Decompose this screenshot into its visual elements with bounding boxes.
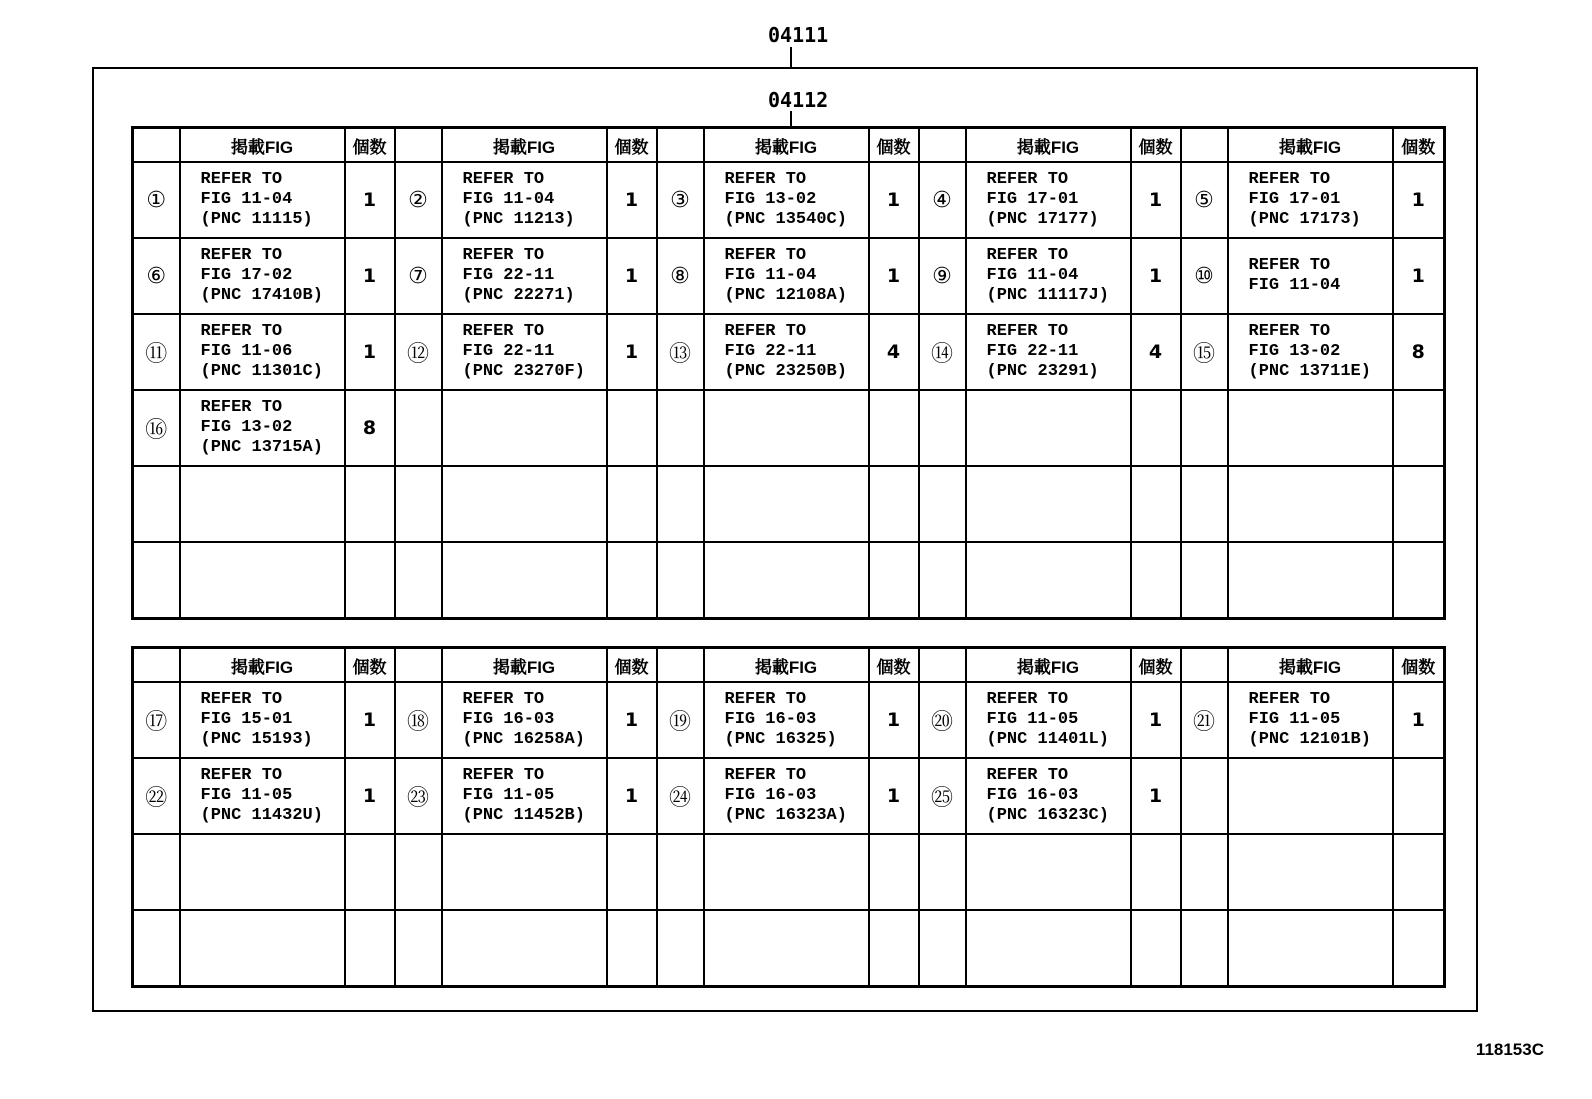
item-quantity: 1: [345, 162, 395, 238]
fig-reference-line: (PNC 11452B): [462, 806, 585, 825]
header-qty: 個数: [1393, 648, 1445, 683]
table-row: [133, 910, 1445, 987]
item-number: ②: [395, 162, 442, 238]
fig-reference: [704, 466, 869, 542]
item-quantity: [345, 910, 395, 987]
fig-reference-line: FIG 16-03: [724, 710, 817, 729]
fig-reference: [180, 542, 345, 619]
header-number-cell: [395, 648, 442, 683]
fig-reference-line: REFER TO: [200, 246, 283, 265]
fig-reference: [442, 238, 607, 314]
fig-reference: [1228, 834, 1393, 910]
fig-reference: [966, 542, 1131, 619]
fig-reference-line: REFER TO: [724, 766, 807, 785]
fig-reference-line: (PNC 17177): [986, 210, 1099, 229]
fig-reference-line: REFER TO: [462, 690, 545, 709]
item-quantity: 1: [869, 758, 919, 834]
fig-reference-line: FIG 11-04: [1248, 276, 1341, 295]
header-qty: 個数: [1131, 648, 1181, 683]
table-row: [133, 162, 1445, 238]
table-row: [133, 390, 1445, 466]
fig-reference-line: (PNC 13540C): [724, 210, 847, 229]
fig-reference-line: (PNC 12101B): [1248, 730, 1371, 749]
header-number-cell: [395, 128, 442, 163]
item-quantity: 4: [869, 314, 919, 390]
item-quantity: 1: [1131, 758, 1181, 834]
item-number: ㉔: [657, 758, 704, 834]
fig-reference: [704, 682, 869, 758]
fig-reference-line: (PNC 12108A): [724, 286, 847, 305]
fig-reference: [966, 238, 1131, 314]
figure-code: 118153C: [1475, 1040, 1544, 1059]
item-number: [919, 910, 966, 987]
item-quantity: 1: [345, 314, 395, 390]
item-number: [395, 466, 442, 542]
fig-reference-line: FIG 13-02: [1248, 342, 1341, 361]
fig-reference: [180, 910, 345, 987]
fig-reference: [704, 314, 869, 390]
fig-reference-line: REFER TO: [200, 170, 283, 189]
item-number: ⑥: [133, 238, 180, 314]
item-quantity: [345, 834, 395, 910]
item-quantity: [1393, 542, 1445, 619]
fig-reference: [442, 834, 607, 910]
item-number: ⑬: [657, 314, 704, 390]
item-quantity: [869, 910, 919, 987]
fig-reference: [442, 314, 607, 390]
item-quantity: [1393, 834, 1445, 910]
item-number: [919, 542, 966, 619]
item-quantity: [345, 466, 395, 542]
fig-reference: [704, 542, 869, 619]
header-fig: 掲載FIG: [1228, 648, 1393, 683]
header-number-cell: [1181, 648, 1228, 683]
item-number: [133, 466, 180, 542]
item-quantity: 1: [1131, 162, 1181, 238]
fig-reference: [1228, 390, 1393, 466]
item-number: [1181, 758, 1228, 834]
table-row: [133, 834, 1445, 910]
fig-reference-line: REFER TO: [724, 170, 807, 189]
fig-reference-line: FIG 11-06: [200, 342, 293, 361]
header-fig: 掲載FIG: [966, 128, 1131, 163]
item-number: [395, 542, 442, 619]
item-number: ⑤: [1181, 162, 1228, 238]
item-quantity: [1131, 542, 1181, 619]
header-number-cell: [657, 128, 704, 163]
item-quantity: [1131, 910, 1181, 987]
fig-reference-line: (PNC 11213): [462, 210, 575, 229]
fig-reference: [966, 390, 1131, 466]
header-number-cell: [919, 128, 966, 163]
item-quantity: 4: [1131, 314, 1181, 390]
fig-reference-line: (PNC 11301C): [200, 362, 323, 381]
fig-reference-line: FIG 11-05: [1248, 710, 1341, 729]
fig-reference-line: REFER TO: [986, 766, 1069, 785]
fig-reference-line: FIG 22-11: [986, 342, 1079, 361]
header-qty: 個数: [1131, 128, 1181, 163]
fig-reference-line: REFER TO: [462, 170, 545, 189]
fig-reference: [704, 238, 869, 314]
fig-reference-line: FIG 16-03: [462, 710, 555, 729]
header-number-cell: [133, 128, 180, 163]
item-number: ㉕: [919, 758, 966, 834]
fig-reference-line: REFER TO: [200, 322, 283, 341]
item-quantity: [1131, 834, 1181, 910]
item-quantity: [607, 390, 657, 466]
item-number: ③: [657, 162, 704, 238]
header-qty: 個数: [607, 128, 657, 163]
assembly-label-inner: 04112: [768, 88, 829, 112]
header-number-cell: [1181, 128, 1228, 163]
fig-reference-line: REFER TO: [986, 170, 1069, 189]
item-number: ⑲: [657, 682, 704, 758]
header-fig: 掲載FIG: [1228, 128, 1393, 163]
header-number-cell: [133, 648, 180, 683]
item-number: ㉒: [133, 758, 180, 834]
fig-reference-line: FIG 16-03: [986, 786, 1079, 805]
fig-reference-line: FIG 15-01: [200, 710, 293, 729]
fig-reference-line: REFER TO: [986, 246, 1069, 265]
item-number: [657, 910, 704, 987]
fig-reference: [966, 758, 1131, 834]
header-qty: 個数: [1393, 128, 1445, 163]
header-qty: 個数: [869, 128, 919, 163]
item-quantity: [1393, 390, 1445, 466]
fig-reference: [180, 758, 345, 834]
header-fig: 掲載FIG: [704, 648, 869, 683]
item-quantity: 1: [607, 162, 657, 238]
item-number: ⑳: [919, 682, 966, 758]
fig-reference-line: FIG 17-01: [1248, 190, 1341, 209]
fig-reference-line: FIG 22-11: [462, 342, 555, 361]
fig-reference: [1228, 910, 1393, 987]
table-header-row: [133, 128, 1445, 163]
header-qty: 個数: [345, 648, 395, 683]
fig-reference-line: FIG 11-05: [200, 786, 293, 805]
item-quantity: 1: [607, 314, 657, 390]
header-fig: 掲載FIG: [442, 648, 607, 683]
fig-reference-line: (PNC 22271): [462, 286, 575, 305]
item-number: ㉑: [1181, 682, 1228, 758]
header-qty: 個数: [607, 648, 657, 683]
item-quantity: [1393, 758, 1445, 834]
fig-reference: [442, 466, 607, 542]
fig-reference-line: REFER TO: [200, 690, 283, 709]
fig-reference-line: REFER TO: [200, 766, 283, 785]
fig-reference: [442, 390, 607, 466]
fig-reference: [442, 682, 607, 758]
item-quantity: [869, 390, 919, 466]
header-fig: 掲載FIG: [180, 128, 345, 163]
fig-reference-line: REFER TO: [724, 246, 807, 265]
table-row: [133, 238, 1445, 314]
item-number: [133, 910, 180, 987]
fig-reference: [1228, 238, 1393, 314]
fig-reference-line: FIG 11-04: [724, 266, 817, 285]
item-quantity: 1: [345, 238, 395, 314]
item-number: ⑯: [133, 390, 180, 466]
header-number-cell: [919, 648, 966, 683]
table-row: [133, 682, 1445, 758]
fig-reference-line: (PNC 11401L): [986, 730, 1109, 749]
fig-reference: [966, 466, 1131, 542]
item-quantity: 1: [607, 758, 657, 834]
table-row: [133, 758, 1445, 834]
fig-reference-line: REFER TO: [1248, 170, 1331, 189]
item-number: [1181, 910, 1228, 987]
table-row: [133, 466, 1445, 542]
fig-reference: [442, 910, 607, 987]
fig-reference-line: REFER TO: [462, 322, 545, 341]
parts-reference-table-top: [131, 126, 1446, 620]
fig-reference: [180, 238, 345, 314]
item-number: [919, 834, 966, 910]
fig-reference-line: FIG 11-05: [462, 786, 555, 805]
item-quantity: [869, 466, 919, 542]
fig-reference: [966, 314, 1131, 390]
fig-reference: [180, 466, 345, 542]
fig-reference-line: REFER TO: [200, 398, 283, 417]
fig-reference-line: REFER TO: [462, 766, 545, 785]
fig-reference-line: FIG 17-02: [200, 266, 293, 285]
table-row: [133, 542, 1445, 619]
fig-reference: [966, 162, 1131, 238]
fig-reference: [442, 542, 607, 619]
fig-reference-line: FIG 17-01: [986, 190, 1079, 209]
table-row: [133, 314, 1445, 390]
item-number: [395, 834, 442, 910]
item-quantity: [607, 834, 657, 910]
item-number: [1181, 834, 1228, 910]
fig-reference-line: (PNC 11432U): [200, 806, 323, 825]
item-quantity: 1: [607, 238, 657, 314]
item-number: [657, 466, 704, 542]
fig-reference: [966, 834, 1131, 910]
fig-reference: [180, 162, 345, 238]
item-number: [657, 390, 704, 466]
fig-reference: [704, 834, 869, 910]
item-quantity: [1393, 910, 1445, 987]
fig-reference-line: (PNC 23291): [986, 362, 1099, 381]
fig-reference: [1228, 466, 1393, 542]
fig-reference-line: FIG 13-02: [200, 418, 293, 437]
item-number: [919, 390, 966, 466]
fig-reference: [966, 910, 1131, 987]
item-number: ㉓: [395, 758, 442, 834]
item-quantity: 8: [345, 390, 395, 466]
fig-reference-line: (PNC 23250B): [724, 362, 847, 381]
item-quantity: [345, 542, 395, 619]
item-number: [395, 390, 442, 466]
item-quantity: 8: [1393, 314, 1445, 390]
item-quantity: 1: [869, 238, 919, 314]
fig-reference: [1228, 758, 1393, 834]
fig-reference-line: (PNC 11115): [200, 210, 313, 229]
header-qty: 個数: [345, 128, 395, 163]
fig-reference: [180, 390, 345, 466]
item-number: [133, 542, 180, 619]
item-number: ⑱: [395, 682, 442, 758]
fig-reference-line: REFER TO: [462, 246, 545, 265]
fig-reference: [442, 758, 607, 834]
fig-reference: [180, 682, 345, 758]
fig-reference-line: (PNC 23270F): [462, 362, 585, 381]
item-quantity: 1: [1131, 238, 1181, 314]
item-quantity: 1: [345, 682, 395, 758]
fig-reference: [1228, 542, 1393, 619]
fig-reference: [1228, 314, 1393, 390]
item-number: [919, 466, 966, 542]
item-number: ⑧: [657, 238, 704, 314]
fig-reference: [704, 910, 869, 987]
fig-reference-line: FIG 16-03: [724, 786, 817, 805]
item-number: ⑦: [395, 238, 442, 314]
fig-reference-line: (PNC 17410B): [200, 286, 323, 305]
fig-reference-line: FIG 22-11: [462, 266, 555, 285]
item-number: [395, 910, 442, 987]
fig-reference-line: REFER TO: [986, 322, 1069, 341]
fig-reference-line: FIG 11-04: [462, 190, 555, 209]
fig-reference-line: FIG 13-02: [724, 190, 817, 209]
fig-reference-line: (PNC 16325): [724, 730, 837, 749]
fig-reference: [180, 834, 345, 910]
item-quantity: [869, 834, 919, 910]
fig-reference-line: (PNC 16323A): [724, 806, 847, 825]
fig-reference-line: (PNC 15193): [200, 730, 313, 749]
fig-reference: [704, 758, 869, 834]
leader-line-outer: [790, 47, 792, 67]
fig-reference-line: REFER TO: [724, 690, 807, 709]
item-quantity: 1: [345, 758, 395, 834]
fig-reference-line: (PNC 13711E): [1248, 362, 1371, 381]
parts-reference-table-bottom: [131, 646, 1446, 988]
item-quantity: [607, 910, 657, 987]
header-fig: 掲載FIG: [180, 648, 345, 683]
fig-reference-line: (PNC 16323C): [986, 806, 1109, 825]
fig-reference-line: FIG 11-04: [200, 190, 293, 209]
fig-reference: [1228, 162, 1393, 238]
fig-reference-line: REFER TO: [1248, 690, 1331, 709]
fig-reference: [180, 314, 345, 390]
fig-reference-line: (PNC 11117J): [986, 286, 1109, 305]
header-fig: 掲載FIG: [442, 128, 607, 163]
item-quantity: 1: [869, 682, 919, 758]
item-number: ⑰: [133, 682, 180, 758]
item-number: [1181, 466, 1228, 542]
fig-reference-line: REFER TO: [986, 690, 1069, 709]
item-number: ⑨: [919, 238, 966, 314]
item-number: ④: [919, 162, 966, 238]
leader-line-inner: [790, 111, 792, 127]
item-quantity: 1: [607, 682, 657, 758]
item-quantity: 1: [1393, 238, 1445, 314]
fig-reference-line: (PNC 16258A): [462, 730, 585, 749]
item-number: ⑮: [1181, 314, 1228, 390]
item-number: ⑭: [919, 314, 966, 390]
fig-reference-line: (PNC 13715A): [200, 438, 323, 457]
fig-reference-line: FIG 22-11: [724, 342, 817, 361]
item-quantity: [1131, 390, 1181, 466]
item-number: ⑫: [395, 314, 442, 390]
fig-reference-line: REFER TO: [1248, 256, 1331, 275]
header-number-cell: [657, 648, 704, 683]
fig-reference: [442, 162, 607, 238]
header-fig: 掲載FIG: [704, 128, 869, 163]
item-number: [657, 542, 704, 619]
header-fig: 掲載FIG: [966, 648, 1131, 683]
fig-reference-line: FIG 11-05: [986, 710, 1079, 729]
item-quantity: [607, 466, 657, 542]
item-quantity: 1: [869, 162, 919, 238]
item-number: ①: [133, 162, 180, 238]
item-number: [1181, 542, 1228, 619]
fig-reference-line: FIG 11-04: [986, 266, 1079, 285]
item-quantity: [607, 542, 657, 619]
fig-reference-line: REFER TO: [724, 322, 807, 341]
fig-reference: [704, 162, 869, 238]
item-number: [657, 834, 704, 910]
item-number: ⑪: [133, 314, 180, 390]
item-number: ⑩: [1181, 238, 1228, 314]
item-quantity: [1393, 466, 1445, 542]
item-quantity: 1: [1393, 682, 1445, 758]
assembly-label-outer: 04111: [768, 23, 829, 47]
item-quantity: [869, 542, 919, 619]
item-quantity: 1: [1393, 162, 1445, 238]
item-quantity: 1: [1131, 682, 1181, 758]
item-number: [133, 834, 180, 910]
table-header-row: [133, 648, 1445, 683]
fig-reference: [704, 390, 869, 466]
fig-reference: [966, 682, 1131, 758]
item-number: [1181, 390, 1228, 466]
fig-reference-line: REFER TO: [1248, 322, 1331, 341]
header-qty: 個数: [869, 648, 919, 683]
fig-reference-line: (PNC 17173): [1248, 210, 1361, 229]
item-quantity: [1131, 466, 1181, 542]
fig-reference: [1228, 682, 1393, 758]
